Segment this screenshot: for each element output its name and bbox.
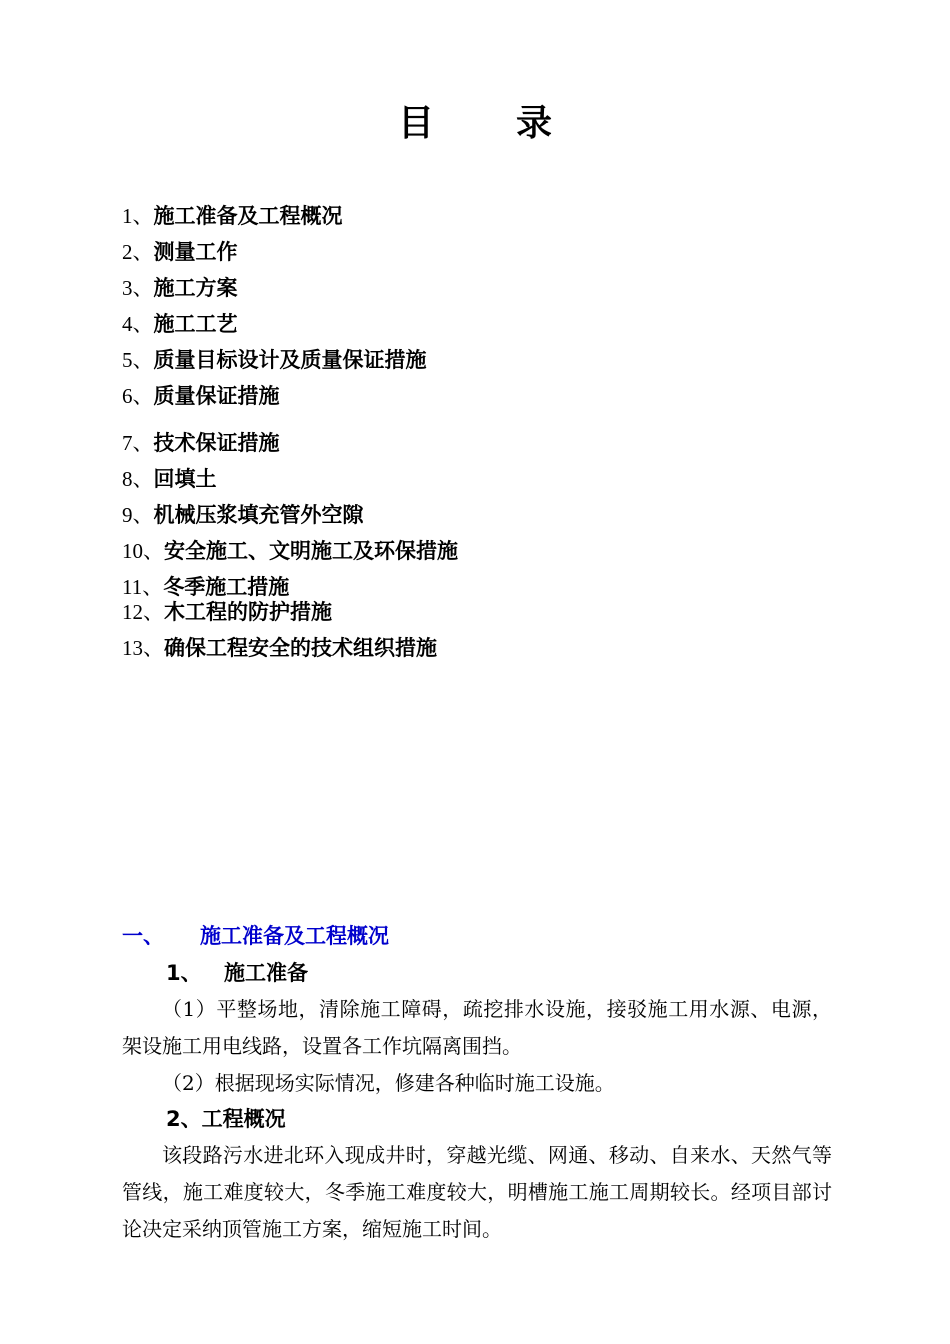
subsection-heading-marker: 2、 <box>166 1107 202 1131</box>
toc-item[interactable] <box>122 465 217 493</box>
toc-item-number: 3、 <box>122 276 154 300</box>
toc-item[interactable] <box>122 537 458 565</box>
toc-item[interactable] <box>122 274 238 302</box>
subsection-heading <box>166 1105 286 1133</box>
toc-item[interactable] <box>122 238 238 266</box>
section-heading-text: 施工准备及工程概况 <box>200 924 389 948</box>
toc-item-text: 施工方案 <box>153 276 238 300</box>
toc-item-text: 技术保证措施 <box>153 431 280 455</box>
toc-item[interactable] <box>122 573 289 601</box>
toc-item-number: 12、 <box>122 600 164 624</box>
toc-item-number: 11、 <box>122 575 164 599</box>
toc-item-number: 6、 <box>122 384 154 408</box>
paragraph: （2）根据现场实际情况，修建各种临时施工设施。 <box>162 1071 615 1095</box>
subsection-heading-text: 施工准备 <box>224 961 308 985</box>
toc-item-number: 7、 <box>122 431 154 455</box>
toc-item-number: 5、 <box>122 348 154 372</box>
toc-item[interactable] <box>122 202 343 230</box>
toc-item-text: 质量目标设计及质量保证措施 <box>153 348 427 372</box>
toc-item-number: 10、 <box>122 539 164 563</box>
subsection-heading <box>166 959 308 987</box>
toc-item-text: 施工准备及工程概况 <box>153 204 343 228</box>
section-heading <box>122 922 389 950</box>
toc-item-text: 质量保证措施 <box>153 384 280 408</box>
subsection-heading-text: 工程概况 <box>201 1107 286 1131</box>
toc-item-number: 8、 <box>122 467 154 491</box>
paragraph: （1）平整场地，清除施工障碍，疏挖排水设施，接驳施工用水源、电源，架设施工用电线路，设置各工作坑隔离围挡。 <box>122 997 832 1058</box>
toc-item-text: 安全施工、文明施工及环保措施 <box>164 539 458 563</box>
toc-item-number: 9、 <box>122 503 154 527</box>
toc-item-text: 测量工作 <box>153 240 238 264</box>
toc-item-number: 1、 <box>122 204 154 228</box>
paragraph: 该段路污水进北环入现成井时，穿越光缆、网通、移动、自来水、天然气等管线，施工难度较大，冬季施工难度较大，明槽施工施工周期较长。经项目部讨论决定采纳顶管施工方案，缩短施工时间。 <box>122 1143 832 1241</box>
subsection-heading-marker: 1、 <box>166 961 202 985</box>
toc-item-number: 4、 <box>122 312 154 336</box>
toc-item[interactable] <box>122 634 437 662</box>
toc-title: 目录 <box>397 103 634 144</box>
toc-item[interactable] <box>122 429 280 457</box>
toc-item-text: 回填土 <box>153 467 217 491</box>
toc-item-text: 木工程的防护措施 <box>164 600 332 624</box>
toc-item-number: 13、 <box>122 636 164 660</box>
toc-item[interactable] <box>122 346 427 374</box>
toc-item-text: 机械压浆填充管外空隙 <box>153 503 364 527</box>
toc-item-number: 2、 <box>122 240 154 264</box>
toc-item-text: 冬季施工措施 <box>163 575 290 599</box>
section-heading-marker: 一、 <box>122 924 164 948</box>
toc-item-text: 施工工艺 <box>153 312 238 336</box>
toc-item[interactable] <box>122 501 364 529</box>
toc-item[interactable] <box>122 598 332 626</box>
toc-item[interactable] <box>122 310 238 338</box>
toc-item-text: 确保工程安全的技术组织措施 <box>164 636 437 660</box>
toc-item[interactable] <box>122 382 280 410</box>
